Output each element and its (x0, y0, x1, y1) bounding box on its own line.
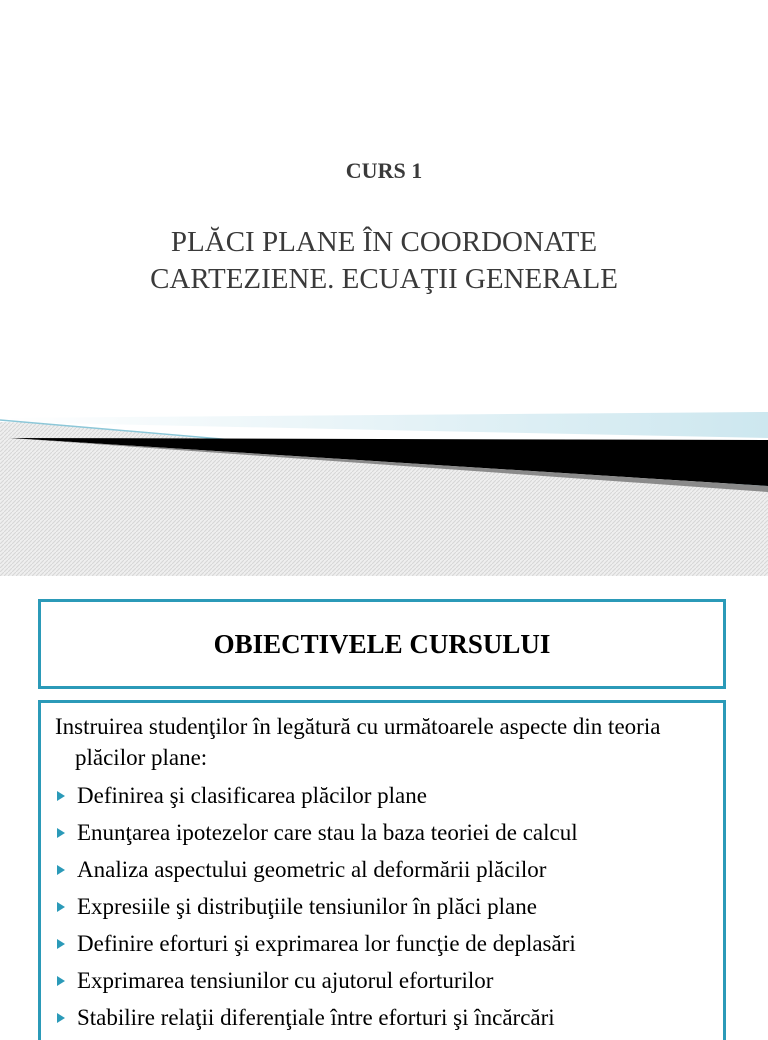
objective-item (55, 888, 713, 925)
objective-text: Exprimarea tensiunilor cu ajutorul eforturilor (77, 968, 494, 993)
triangle-bullet-icon (57, 1013, 65, 1023)
objective-text: Stabilire relaţii diferenţiale între eforturi şi încărcări (77, 1005, 555, 1030)
objective-item (55, 777, 713, 814)
objective-text: Definire eforturi şi exprimarea lor funcţie de deplasări (77, 931, 576, 956)
objectives-heading-box (38, 599, 726, 689)
objective-item (55, 925, 713, 962)
objective-item (55, 999, 713, 1036)
course-label: CURS 1 (345, 158, 423, 183)
objective-text: Expresiile şi distribuţiile tensiunilor în plăci plane (77, 894, 537, 919)
triangle-bullet-icon (57, 791, 65, 801)
slide-separator (0, 576, 768, 594)
objective-text: Analiza aspectului geometric al deformării plăcilor (77, 857, 547, 882)
objective-item (55, 851, 713, 888)
objectives-content-box (38, 700, 726, 1040)
triangle-bullet-icon (57, 902, 65, 912)
objective-text: Enunţarea ipotezelor care stau la baza teoriei de calcul (77, 820, 578, 845)
objectives-heading: OBIECTIVELE CURSULUI (213, 628, 551, 659)
slide-title-line-2: CARTEZIENE. ECUAŢII GENERALE (150, 263, 618, 295)
objective-item (55, 962, 713, 999)
objectives-slide (0, 594, 768, 1030)
slide-title-line-1: PLĂCI PLANE ÎN COORDONATE (170, 226, 598, 258)
triangle-bullet-icon (57, 976, 65, 986)
objectives-intro: Instruirea studenţilor în legătură cu următoarele aspecte din teoria plăcilor plane: (55, 714, 661, 770)
triangle-bullet-icon (57, 939, 65, 949)
decorative-wave-band (0, 400, 768, 576)
triangle-bullet-icon (57, 865, 65, 875)
objectives-list (55, 777, 713, 1036)
slide-title (40, 224, 728, 298)
objective-text: Definirea şi clasificarea plăcilor plane (77, 783, 427, 808)
objective-item (55, 814, 713, 851)
triangle-bullet-icon (57, 828, 65, 838)
